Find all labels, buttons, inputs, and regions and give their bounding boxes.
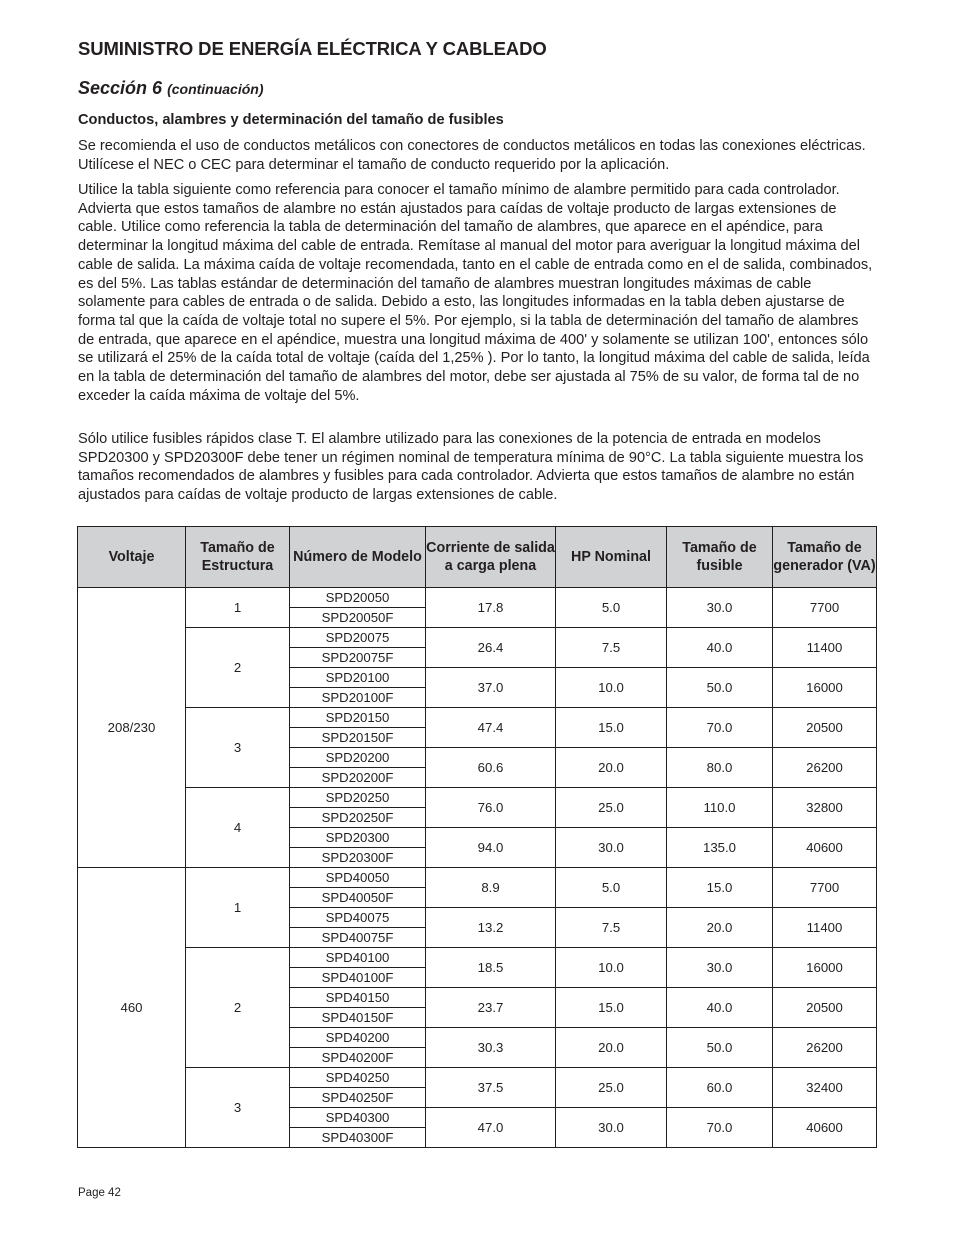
model-number-cell: SPD40150 [290, 988, 426, 1008]
column-header-hp-nominal: HP Nominal [556, 527, 667, 588]
hp-nominal-cell: 15.0 [556, 988, 667, 1028]
table-header-row [78, 527, 877, 588]
generator-size-cell: 20500 [773, 988, 877, 1028]
full-load-current-cell: 18.5 [426, 948, 556, 988]
generator-size-cell: 32400 [773, 1068, 877, 1108]
voltage-cell: 208/230 [78, 588, 186, 868]
model-number-cell: SPD40200F [290, 1048, 426, 1068]
fuse-size-cell: 135.0 [667, 828, 773, 868]
wire-fuse-table [77, 526, 877, 1148]
hp-nominal-cell: 20.0 [556, 748, 667, 788]
fuse-size-cell: 15.0 [667, 868, 773, 908]
fuse-size-cell: 70.0 [667, 1108, 773, 1148]
section-heading [78, 78, 264, 99]
generator-size-cell: 26200 [773, 748, 877, 788]
model-number-cell: SPD20050F [290, 608, 426, 628]
frame-size-cell: 3 [186, 1068, 290, 1148]
section-note: (continuación) [167, 81, 264, 97]
paragraph-wire-size: Utilice la tabla siguiente como referencia para conocer el tamaño mínimo de alambre permitido para cada controlador. Advierta que estos tamaños de alambre no están ajustados para caídas de voltaje producto de largas extensiones de cable. Utilice como referencia la tabla de determinación del tamaño de alambres, que aparece en el apéndice, para determinar la longitud máxima del cable de entrada. Remítase al manual del motor para averiguar la longitud máxima del cable de salida. La máxima caída de voltaje recomendada, tanto en el cable de entrada como en el de salida, combinados, es del 5%. Las tablas estándar de determinación del tamaño de alambres muestran longitudes máximas de cable solamente para cables de entrada o de salida. Debido a esto, las longitudes informadas en la tabla deben ajustarse de forma tal que la caída de voltaje total no supere el 5%. Por ejemplo, si la tabla de determinación del tamaño de alambres de entrada, que aparece en el apéndice, muestra una longitud máxima de 400' y solamente se utilizan 100', entonces sólo se utilizará el 25% de la caída total de voltaje (caída del 1,25% ). Por lo tanto, la longitud máxima del cable de salida, leída en la tabla de determinación del tamaño de alambres del motor, debe ser ajustada al 75% de su valor, de forma tal de no exceder la caída máxima de voltaje del 5%. [78, 182, 873, 404]
model-number-cell: SPD20200F [290, 768, 426, 788]
hp-nominal-cell: 7.5 [556, 908, 667, 948]
generator-size-cell: 16000 [773, 948, 877, 988]
full-load-current-cell: 26.4 [426, 628, 556, 668]
page-title: SUMINISTRO DE ENERGÍA ELÉCTRICA Y CABLEADO [78, 38, 547, 59]
hp-nominal-cell: 30.0 [556, 1108, 667, 1148]
table-body [78, 588, 877, 1148]
page-number: Page 42 [78, 1187, 121, 1199]
frame-size-cell: 4 [186, 788, 290, 868]
full-load-current-cell: 47.4 [426, 708, 556, 748]
fuse-size-cell: 50.0 [667, 668, 773, 708]
full-load-current-cell: 76.0 [426, 788, 556, 828]
column-header-generator-size: Tamaño de generador (VA) [773, 527, 877, 588]
hp-nominal-cell: 25.0 [556, 788, 667, 828]
model-number-cell: SPD40075 [290, 908, 426, 928]
fuse-size-cell: 40.0 [667, 628, 773, 668]
generator-size-cell: 40600 [773, 828, 877, 868]
column-header-full-load-current: Corriente de salida a carga plena [426, 527, 556, 588]
model-number-cell: SPD20300 [290, 828, 426, 848]
model-number-cell: SPD20250 [290, 788, 426, 808]
model-number-cell: SPD40050 [290, 868, 426, 888]
table-row [78, 788, 877, 808]
model-number-cell: SPD40250F [290, 1088, 426, 1108]
table-row [78, 588, 877, 608]
fuse-size-cell: 50.0 [667, 1028, 773, 1068]
column-header-voltage: Voltaje [78, 527, 186, 588]
hp-nominal-cell: 7.5 [556, 628, 667, 668]
subheading: Conductos, alambres y determinación del tamaño de fusibles [78, 112, 504, 128]
generator-size-cell: 11400 [773, 628, 877, 668]
model-number-cell: SPD40100F [290, 968, 426, 988]
frame-size-cell: 2 [186, 948, 290, 1068]
model-number-cell: SPD40200 [290, 1028, 426, 1048]
full-load-current-cell: 94.0 [426, 828, 556, 868]
full-load-current-cell: 47.0 [426, 1108, 556, 1148]
paragraph-conduit: Se recomienda el uso de conductos metálicos con conectores de conductos metálicos en todas las conexiones eléctricas. Utilícese el NEC o CEC para determinar el tamaño de conducto requerido por la aplicación. [78, 138, 866, 173]
fuse-size-cell: 110.0 [667, 788, 773, 828]
hp-nominal-cell: 5.0 [556, 588, 667, 628]
full-load-current-cell: 37.5 [426, 1068, 556, 1108]
hp-nominal-cell: 20.0 [556, 1028, 667, 1068]
model-number-cell: SPD40050F [290, 888, 426, 908]
generator-size-cell: 32800 [773, 788, 877, 828]
model-number-cell: SPD40300F [290, 1128, 426, 1148]
full-load-current-cell: 30.3 [426, 1028, 556, 1068]
frame-size-cell: 2 [186, 628, 290, 708]
full-load-current-cell: 37.0 [426, 668, 556, 708]
table-row [78, 628, 877, 648]
model-number-cell: SPD20150F [290, 728, 426, 748]
column-header-model-number: Número de Modelo [290, 527, 426, 588]
table-row [78, 1068, 877, 1088]
full-load-current-cell: 60.6 [426, 748, 556, 788]
generator-size-cell: 16000 [773, 668, 877, 708]
hp-nominal-cell: 5.0 [556, 868, 667, 908]
hp-nominal-cell: 25.0 [556, 1068, 667, 1108]
table-row [78, 708, 877, 728]
model-number-cell: SPD20150 [290, 708, 426, 728]
full-load-current-cell: 13.2 [426, 908, 556, 948]
full-load-current-cell: 23.7 [426, 988, 556, 1028]
hp-nominal-cell: 30.0 [556, 828, 667, 868]
table-row [78, 948, 877, 968]
full-load-current-cell: 8.9 [426, 868, 556, 908]
table-row [78, 868, 877, 888]
fuse-size-cell: 20.0 [667, 908, 773, 948]
model-number-cell: SPD20075 [290, 628, 426, 648]
fuse-size-cell: 40.0 [667, 988, 773, 1028]
model-number-cell: SPD20050 [290, 588, 426, 608]
generator-size-cell: 7700 [773, 868, 877, 908]
model-number-cell: SPD20200 [290, 748, 426, 768]
hp-nominal-cell: 15.0 [556, 708, 667, 748]
fuse-size-cell: 70.0 [667, 708, 773, 748]
voltage-cell: 460 [78, 868, 186, 1148]
model-number-cell: SPD40100 [290, 948, 426, 968]
frame-size-cell: 1 [186, 868, 290, 948]
generator-size-cell: 7700 [773, 588, 877, 628]
model-number-cell: SPD20075F [290, 648, 426, 668]
model-number-cell: SPD40075F [290, 928, 426, 948]
fuse-size-cell: 80.0 [667, 748, 773, 788]
full-load-current-cell: 17.8 [426, 588, 556, 628]
column-header-fuse-size: Tamaño de fusible [667, 527, 773, 588]
frame-size-cell: 1 [186, 588, 290, 628]
model-number-cell: SPD20100 [290, 668, 426, 688]
generator-size-cell: 11400 [773, 908, 877, 948]
fuse-size-cell: 60.0 [667, 1068, 773, 1108]
generator-size-cell: 40600 [773, 1108, 877, 1148]
model-number-cell: SPD40250 [290, 1068, 426, 1088]
fuse-size-cell: 30.0 [667, 588, 773, 628]
model-number-cell: SPD20300F [290, 848, 426, 868]
model-number-cell: SPD40150F [290, 1008, 426, 1028]
fuse-size-cell: 30.0 [667, 948, 773, 988]
generator-size-cell: 26200 [773, 1028, 877, 1068]
paragraph-fuses: Sólo utilice fusibles rápidos clase T. El alambre utilizado para las conexiones de la potencia de entrada en modelos SPD20300 y SPD20300F debe tener un régimen nominal de temperatura mínima de 90°C. La tabla siguiente muestra los tamaños recomendados de alambres y fusibles para cada controlador. Advierta que estos tamaños de alambre no están ajustados para caídas de voltaje producto de largas extensiones de cable. [78, 431, 864, 504]
model-number-cell: SPD40300 [290, 1108, 426, 1128]
model-number-cell: SPD20100F [290, 688, 426, 708]
section-number: Sección 6 [78, 78, 163, 98]
model-number-cell: SPD20250F [290, 808, 426, 828]
generator-size-cell: 20500 [773, 708, 877, 748]
hp-nominal-cell: 10.0 [556, 948, 667, 988]
column-header-frame-size: Tamaño de Estructura [186, 527, 290, 588]
frame-size-cell: 3 [186, 708, 290, 788]
hp-nominal-cell: 10.0 [556, 668, 667, 708]
